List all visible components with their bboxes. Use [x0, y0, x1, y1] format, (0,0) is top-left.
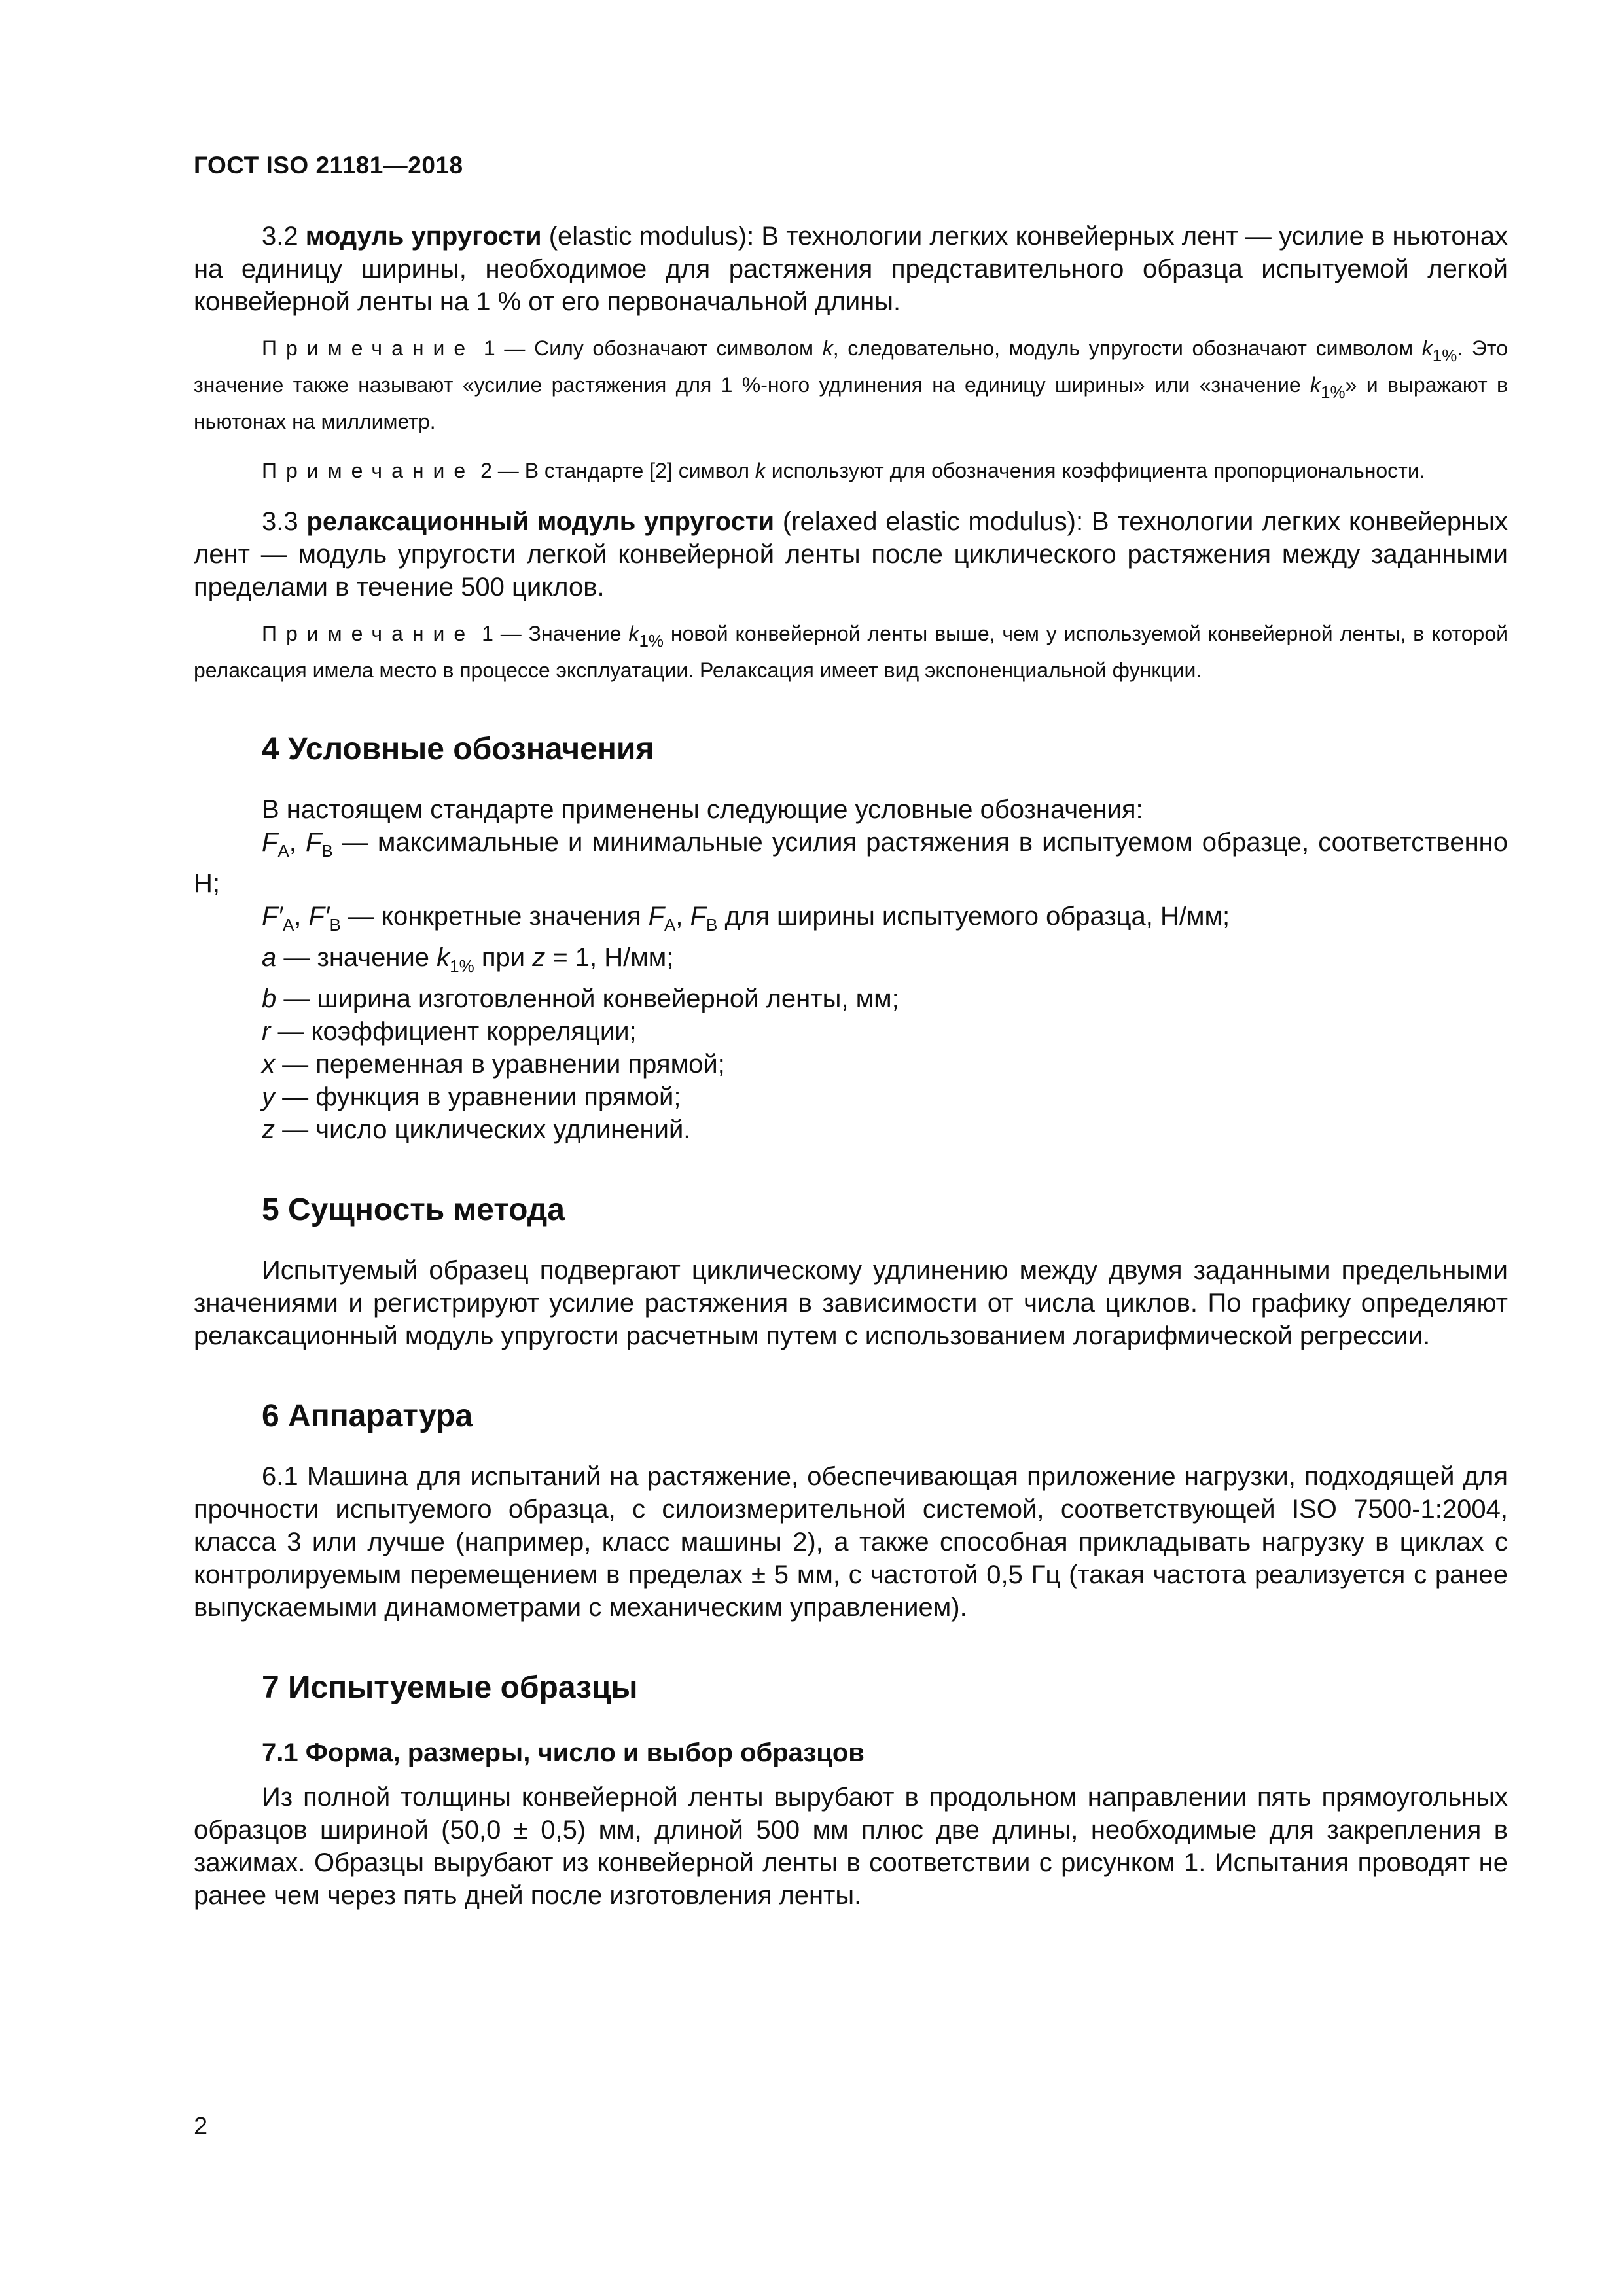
subscript: B — [329, 915, 341, 935]
symbol-fa-fb: $F_A$, $F_B$ — максимальные и минимальные усилия растяжения в испытуемом образце, соответственно Н; — [194, 828, 1508, 898]
page-number: 2 — [194, 2113, 208, 2140]
symbol: F — [262, 828, 278, 857]
symbol-a — [194, 941, 1508, 982]
note-label: Примечание — [262, 459, 475, 482]
note-text: » и выражают в ньютонах на миллиметр. — [194, 373, 1508, 433]
symbol: k — [437, 943, 450, 972]
symbol: k — [755, 459, 766, 482]
clause-number: 3.2 — [262, 222, 298, 251]
note-label: Примечание — [262, 336, 475, 360]
note-3-2-2 — [194, 456, 1508, 486]
section-7-1-heading: 7.1 Форма, размеры, число и выбор образцов — [262, 1738, 865, 1767]
note-3-2-1 — [194, 334, 1508, 437]
symbol: a — [262, 943, 277, 972]
subscript: A — [277, 841, 289, 861]
symbol-description: — переменная в уравнении прямой; — [275, 1050, 725, 1079]
subscript: B — [321, 841, 333, 861]
section-4-heading: 4 Условные обозначения — [262, 732, 654, 766]
note-label: Примечание — [262, 622, 475, 645]
symbol-r — [194, 1015, 1508, 1048]
symbol-b — [194, 982, 1508, 1015]
section-5-text: Испытуемый образец подвергают циклическому удлинению между двумя заданными предельными значениями и регистрируют усилие растяжения в зависимости от числа циклов. По графику определяют релаксационный модуль упругости расчетным путем с использованием логарифмической регрессии. — [194, 1256, 1508, 1350]
note-text: новой конвейерной ленты выше, чем у используемой конвейерной ленты, в которой релаксация имела место в процессе эксплуатации. Релаксация имеет вид экспоненциальной функции. — [194, 622, 1508, 682]
note-text: 1 — Значение — [474, 622, 629, 645]
subscript: 1% — [639, 631, 664, 651]
symbol: F — [690, 902, 707, 931]
definition-3-2 — [194, 220, 1508, 318]
section-7-1-text: Из полной толщины конвейерной ленты вырубают в продольном направлении пять прямоугольных образцов шириной (50,0 ± 0,5) мм, длиной 500 мм плюс две длины, необходимые для закрепления в зажимах. Образцы вырубают из конвейерной ленты в соответствии с рисунком 1. Испытания проводят не ранее чем через пять дней после изготовления ленты. — [194, 1783, 1508, 1910]
symbol: k — [1421, 336, 1433, 360]
definition-3-3 — [194, 505, 1508, 603]
subscript: B — [706, 915, 718, 935]
document-header: ГОСТ ISO 21181—2018 — [194, 152, 463, 179]
symbol: k — [1310, 373, 1321, 397]
symbol: r — [262, 1017, 271, 1046]
note-text: 2 — В стандарте [2] символ — [474, 459, 755, 482]
definition-text: (elastic modulus): В технологии легких конвейерных лент — усилие в ньютонах на единицу ширины, необходимое для растяжения представительного образца испытуемой легкой конвейерной ленты на 1 % от его первоначальной длины. — [194, 222, 1508, 316]
symbol-fprime: $F'_A$, $F'_B$ — конкретные значения $F_A$, $F_B$ для ширины испытуемого образца, Н/мм; — [262, 902, 1230, 935]
note-3-3-1 — [194, 619, 1508, 685]
term: модуль упругости — [305, 222, 542, 251]
section-6-text: 6.1 Машина для испытаний на растяжение, обеспечивающая приложение нагрузки, подходящей для прочности испытуемого образца, с силоизмерительной системой, соответствующей ISO 7500-1:2004, класса 3 или лучше (например, класс машины 2), а также способная прикладывать нагрузку в циклах с контролируемым перемещением в пределах ± 5 мм, с частотой 0,5 Гц (такая частота реализуется с ранее выпускаемыми динамометрами с механическим управлением). — [194, 1462, 1508, 1622]
note-text: 1 — Силу обозначают символом — [474, 336, 823, 360]
clause-number: 3.3 — [262, 507, 298, 536]
symbol-description: = 1, Н/мм; — [545, 943, 674, 972]
symbol-description: — ширина изготовленной конвейерной ленты, мм; — [276, 984, 899, 1013]
subscript: A — [664, 915, 676, 935]
symbol-description: — функция в уравнении прямой; — [275, 1083, 681, 1111]
symbol-description: — максимальные и минимальные усилия растяжения в испытуемом образце, соответственно Н; — [194, 828, 1508, 898]
section-7-heading: 7 Испытуемые образцы — [262, 1670, 638, 1705]
subscript: 1% — [1321, 382, 1346, 402]
symbol: F′ — [262, 902, 283, 931]
subscript: A — [282, 915, 294, 935]
symbol: b — [262, 984, 277, 1013]
symbol-description: при — [474, 943, 533, 972]
note-text: , следовательно, модуль упругости обозначают символом — [832, 336, 1422, 360]
symbol: y — [262, 1083, 275, 1111]
symbol-description: — конкретные значения — [340, 902, 649, 931]
note-text: . Это значение также называют «усилие растяжения для 1 %-ного удлинения на единицу ширины» или «значение — [194, 336, 1508, 397]
section-5-heading: 5 Сущность метода — [262, 1193, 565, 1227]
symbol-x — [194, 1048, 1508, 1081]
section-6-heading: 6 Аппаратура — [262, 1399, 473, 1433]
symbol: F — [305, 828, 322, 857]
symbol-description: — значение — [276, 943, 437, 972]
symbol: k — [822, 336, 833, 360]
symbol: k — [628, 622, 639, 645]
symbol-z — [194, 1113, 1508, 1146]
symbol: z — [262, 1115, 275, 1144]
note-text: используют для обозначения коэффициента пропорциональности. — [765, 459, 1425, 482]
subscript: 1% — [1432, 346, 1457, 365]
symbol-description: — коэффициент корреляции; — [270, 1017, 637, 1046]
symbol-description: для ширины испытуемого образца, Н/мм; — [717, 902, 1230, 931]
subscript: 1% — [450, 956, 474, 976]
symbol: z — [532, 943, 546, 972]
symbol-description: — число циклических удлинений. — [275, 1115, 691, 1144]
symbol: x — [262, 1050, 275, 1079]
term: релаксационный модуль упругости — [306, 507, 775, 536]
symbol-y — [194, 1081, 1508, 1113]
definition-text: (relaxed elastic modulus): В технологии легких конвейерных лент — модуль упругости легкой конвейерной ленты после циклического растяжения между заданными пределами в течение 500 циклов. — [194, 507, 1508, 601]
symbols-intro: В настоящем стандарте применены следующие условные обозначения: — [262, 795, 1143, 824]
symbol: F′ — [308, 902, 330, 931]
symbols-list — [194, 793, 1508, 1146]
document-body — [194, 220, 1508, 1928]
symbol: F — [648, 902, 665, 931]
